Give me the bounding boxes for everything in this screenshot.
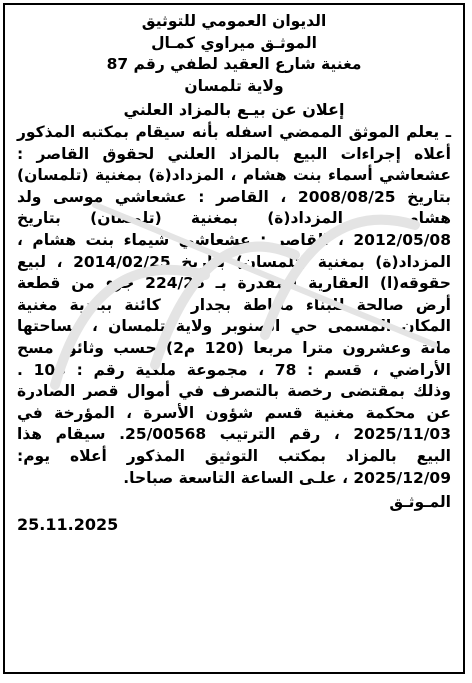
body-line: 2025/11/03 ، رقم الترتيب 25/00568. سيقام هذا [17,425,451,444]
signature-label: المـوثـق [389,493,451,512]
body-line: عن محكمة مغنية قسم شؤون الأسرة ، المؤرخة في [17,403,451,422]
body-line: وذلك بمقتضى رخصة بالتصرف في أموال قصر الصادرة [17,382,451,401]
notice-title: إعلان عن بيـع بالمزاد العلني [123,100,345,119]
body-line: 2025/12/09 ، علـى الساعة التاسعة صباحا. [123,468,451,487]
body-line: البيع بالمزاد بمكتب التوثيق المذكور أعلاه يوم: [17,446,451,465]
notary-header [17,11,451,97]
signature-block [17,491,451,513]
body-line: عشعاشي أسماء بنت هشام ، المزداد(ة) بمغنية (تلمسان) [17,166,451,185]
body-line: الأراضي ، قسم : 78 ، مجموعة ملكية رقم : 103 . [17,360,451,379]
body-line: ـ يعلم الموثق الممضي اسفله بأنه سيقام بمكتبه المذكور [17,123,451,141]
legal-notice [3,3,465,674]
header-notary-name: الموثـق ميراوي كمـال [151,33,317,52]
header-address: مغنية شارع العقيد لطفي رقم 87 [106,55,362,73]
signature-date: 25.11.2025 [17,515,119,535]
body-line: المزداد(ة) بمغنية (تلمسان) بتاريخ 2014/02/25 ، لبيع [17,252,452,271]
body-line: المكان المسمى حي الصنوبر ولاية تلمسان ، مساحتها [17,317,451,336]
body-line: 2012/05/08 ، القاصر : عشعاشي شيماء بنت هشام ، [17,230,451,249]
body-line: حقوقه(ا) العقارية المقدرة بـ 224/28 جزء من قطعة [17,274,451,293]
header-office: الديوان العمومي للتوثيق [141,12,327,30]
body-line: أرض صالحة للبناء محاطة بجدار ، كائنة ببلدية مغنية [17,295,451,314]
body-line: هشام ، المزداد(ة) بمغنية (تلمسان) بتاريخ [17,209,451,228]
body-line: أعلاه إجراءات البيع بالمزاد العلني لحقوق القاصر : [17,144,451,163]
notice-body [17,122,451,489]
header-province: ولاية تلمسان [184,76,284,95]
body-line: مائة وعشرون مترا مربعا (120 م2) حسب وثائق مسح [17,338,451,357]
body-line: بتاريخ 2008/08/25 ، القاصر : عشعاشي موسى ولد [17,187,451,206]
